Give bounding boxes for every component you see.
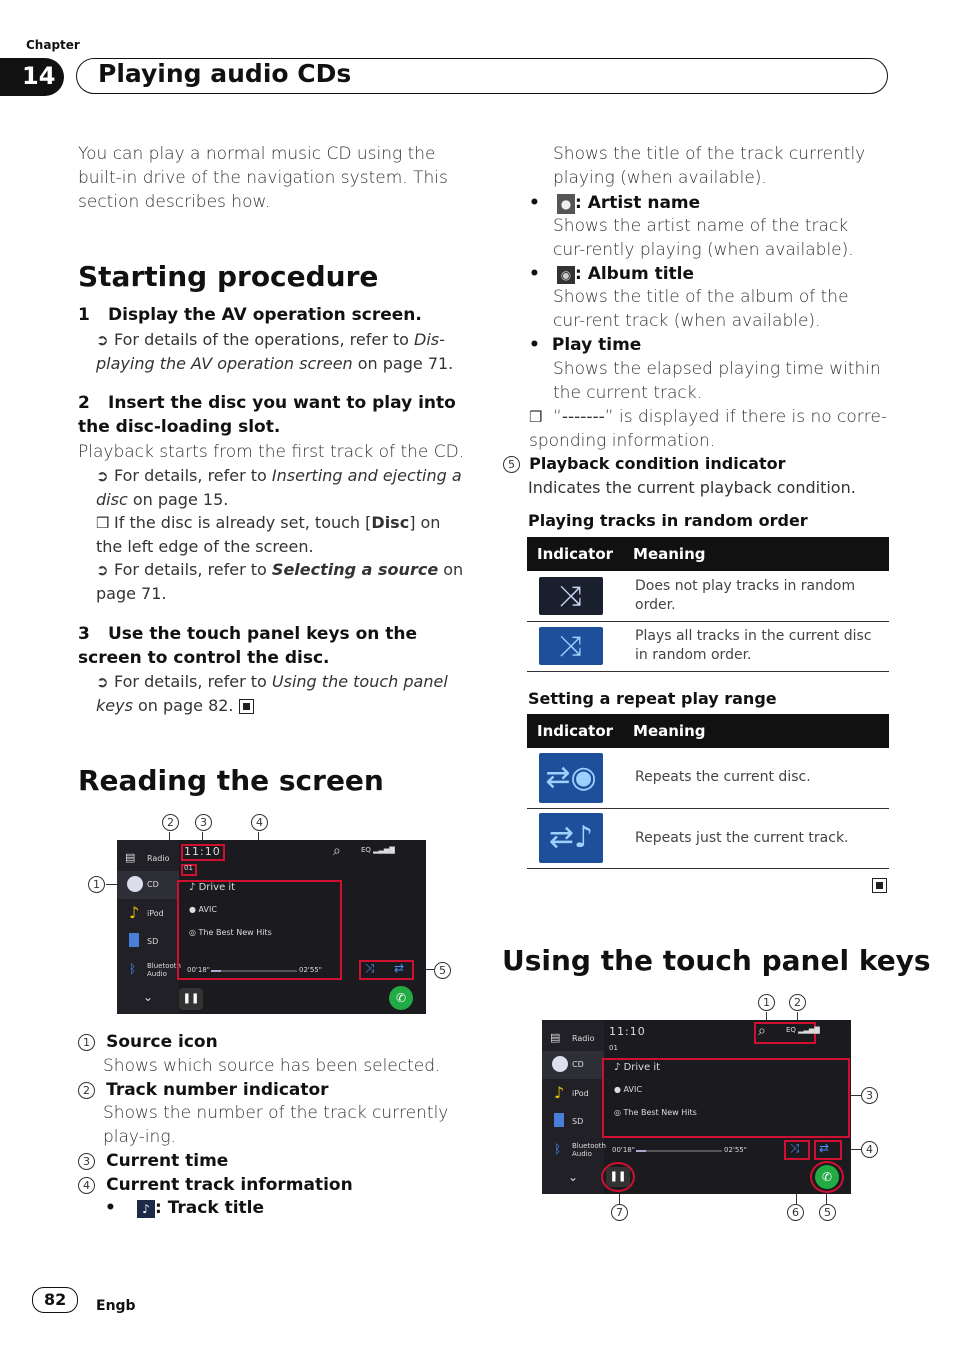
- step2-note2-post: ] on the left edge of the screen.: [96, 513, 441, 556]
- dash-note: ❒ “-------” is displayed if there is no corre-sponding information.: [529, 407, 887, 451]
- page-number: 82: [44, 1290, 67, 1309]
- current-time: 11:10: [184, 845, 221, 858]
- step2-title: [78, 391, 468, 439]
- arrow-icon: ➲: [96, 467, 109, 485]
- current-time: 11:10: [609, 1025, 646, 1038]
- intro-text: You can play a normal music CD using the built-in drive of the navigation system. This section describes how.: [78, 144, 448, 212]
- source-ipod[interactable]: ♪ iPod: [554, 1083, 589, 1102]
- track-title-desc: Shows the title of the track currently playing (when available).: [553, 144, 866, 188]
- sd-card-icon: [554, 1113, 564, 1127]
- step2-link1[interactable]: Inserting and ejecting a disc: [96, 466, 462, 509]
- album-desc: Shows the title of the album of the cur-rent track (when available).: [553, 287, 849, 331]
- step1-link[interactable]: Dis-playing the AV operation screen: [96, 330, 445, 373]
- reading-item-5-desc: Indicates the current playback condition.: [528, 478, 856, 497]
- callout-b4: 4: [861, 1141, 878, 1158]
- repeat-disc-icon: ⇄◉: [539, 753, 603, 803]
- total-time: 02'55": [299, 966, 322, 974]
- step3-note: [96, 670, 466, 718]
- shuffle-off-icon: ⤨: [539, 577, 603, 615]
- track-title: ♪ Drive it: [189, 882, 236, 893]
- random-heading: Playing tracks in random order: [528, 511, 808, 530]
- step1-note: [96, 328, 466, 376]
- track-number: 01: [184, 864, 193, 872]
- step3-note-post: on page 82.: [132, 696, 234, 715]
- end-mark-icon: [239, 699, 254, 714]
- source-sd[interactable]: SD: [117, 929, 179, 955]
- callout-b5: 5: [819, 1204, 836, 1221]
- track-title: ♪ Drive it: [614, 1062, 661, 1073]
- callout-b1: 1: [758, 994, 775, 1011]
- music-note-icon: ♪: [137, 1200, 155, 1218]
- chapter-label: Chapter: [26, 38, 80, 52]
- step2-note1: [96, 464, 466, 512]
- callout-4: 4: [251, 814, 268, 831]
- cd-icon: [552, 1056, 568, 1072]
- callout-1: 1: [88, 876, 105, 893]
- repeat-row2-meaning: Repeats just the current track.: [623, 808, 889, 868]
- source-radio[interactable]: ▤ Radio: [550, 1031, 595, 1044]
- reading-item-2-desc: Shows the number of the track currently play-ing.: [103, 1103, 449, 1147]
- language-code: Engb: [96, 1298, 136, 1314]
- repeat-heading: Setting a repeat play range: [528, 689, 777, 708]
- search-icon[interactable]: ⌕: [758, 1023, 766, 1039]
- reading-item-4: 4 Current track information: [78, 1173, 468, 1197]
- repeat-table: [527, 714, 889, 869]
- repeat-track-icon: ⇄♪: [539, 813, 603, 863]
- disc-key-label: Disc: [371, 513, 410, 532]
- step2-number: 2: [78, 393, 90, 413]
- chapter-number: 14: [22, 62, 56, 90]
- reading-item-2: 2 Track number indicator: [78, 1078, 468, 1102]
- step1-note-post: on page 71.: [352, 354, 454, 373]
- random-col-meaning: Meaning: [623, 537, 889, 571]
- phone-button[interactable]: ✆: [389, 986, 413, 1010]
- checkbox-icon: ❒: [529, 408, 543, 426]
- callout-b7: 7: [611, 1204, 628, 1221]
- total-time: 02'55": [724, 1146, 747, 1154]
- source-bluetooth[interactable]: ᛒ Bluetooth Audio: [129, 962, 181, 978]
- album-title: ◎ The Best New Hits: [614, 1108, 697, 1117]
- pause-button[interactable]: ❚❚: [179, 988, 203, 1010]
- cd-icon: [127, 876, 143, 892]
- arrow-icon: ➲: [96, 673, 109, 691]
- eq-icon[interactable]: EQ ▂▃▅▇: [786, 1026, 820, 1034]
- repeat-row1-meaning: Repeats the current disc.: [623, 748, 889, 808]
- album-item: • ◉ : Album title: [529, 264, 695, 284]
- arrow-icon: ➲: [96, 331, 109, 349]
- source-sd[interactable]: SD: [542, 1109, 604, 1135]
- shuffle-on-icon: ⤨: [539, 627, 603, 665]
- source-cd[interactable]: CD: [542, 1051, 604, 1079]
- phone-button[interactable]: ✆: [815, 1165, 839, 1189]
- artist-item: • ● : Artist name: [529, 193, 701, 213]
- pause-button[interactable]: ❚❚: [606, 1167, 630, 1187]
- step3-text: Use the touch panel keys on the screen to control the disc.: [78, 624, 418, 668]
- touch-panel-screen-example: [542, 1020, 851, 1194]
- step2-note1-pre: For details, refer to: [114, 466, 272, 485]
- callout-b6: 6: [787, 1204, 804, 1221]
- step3-title: [78, 622, 468, 670]
- step2-text: Insert the disc you want to play into the disc-loading slot.: [78, 393, 456, 437]
- step2-link3[interactable]: Selecting a source: [271, 560, 439, 579]
- repeat-col-meaning: Meaning: [623, 714, 889, 748]
- random-col-indicator: Indicator: [527, 537, 623, 571]
- repeat-icon[interactable]: ⇄: [394, 961, 405, 975]
- step2-text-body: Playback starts from the first track of the CD.: [78, 442, 465, 462]
- music-note-icon: ♪: [554, 1083, 565, 1102]
- playtime-item: • Play time: [529, 335, 642, 355]
- callout-b2: 2: [789, 994, 806, 1011]
- disc-icon: ◉: [557, 266, 575, 284]
- step2-note3: [96, 558, 466, 606]
- artist-desc: Shows the artist name of the track cur-rently playing (when available).: [553, 216, 854, 260]
- callout-b3: 3: [861, 1087, 878, 1104]
- playtime-desc: Shows the elapsed playing time within the current track.: [553, 359, 881, 403]
- checkbox-icon: ❒: [96, 514, 110, 532]
- callout-5: 5: [434, 962, 451, 979]
- album-title: ◎ The Best New Hits: [189, 928, 272, 937]
- step1-title: [78, 303, 468, 327]
- shuffle-icon[interactable]: ⤨: [365, 961, 375, 975]
- step1-number: 1: [78, 305, 90, 325]
- elapsed-time: 00'18": [612, 1146, 635, 1154]
- step3-number: 3: [78, 624, 90, 644]
- track-number: 01: [609, 1044, 618, 1052]
- step3-note-pre: For details, refer to: [114, 672, 272, 691]
- step1-note-pre: For details of the operations, refer to: [114, 330, 415, 349]
- source-ipod[interactable]: ♪ iPod: [129, 903, 164, 922]
- step2-note2-pre: If the disc is already set, touch [: [114, 513, 372, 532]
- bluetooth-icon: ᛒ: [554, 1142, 562, 1156]
- starting-procedure-heading: Starting procedure: [78, 260, 379, 293]
- step3-link[interactable]: Using the touch panel keys: [96, 672, 448, 715]
- artist-name: ● AVIC: [614, 1085, 642, 1094]
- touch-panel-heading: Using the touch panel keys: [502, 944, 931, 977]
- reading-screen-heading: Reading the screen: [78, 764, 384, 797]
- eq-icon[interactable]: EQ ▂▃▅▇: [361, 846, 395, 854]
- av-screen-example: [117, 840, 426, 1014]
- step2-note1-post: on page 15.: [127, 490, 229, 509]
- search-icon[interactable]: ⌕: [333, 843, 341, 859]
- random-row2-meaning: Plays all tracks in the current disc in random order.: [623, 621, 889, 671]
- repeat-col-indicator: Indicator: [527, 714, 623, 748]
- elapsed-time: 00'18": [187, 966, 210, 974]
- reading-item-5: 5 Playback condition indicator: [503, 452, 893, 476]
- reading-item-1: 1 Source icon: [78, 1030, 468, 1054]
- reading-item-1-desc: Shows which source has been selected.: [103, 1056, 441, 1076]
- callout-3: 3: [195, 814, 212, 831]
- reading-item-3: 3 Current time: [78, 1149, 468, 1173]
- track-title-item: • ♪ : Track title: [105, 1198, 265, 1218]
- callout-2: 2: [162, 814, 179, 831]
- arrow-icon: ➲: [96, 561, 109, 579]
- step2-note3-pre: For details, refer to: [114, 560, 272, 579]
- source-cd[interactable]: CD: [117, 871, 179, 899]
- source-radio[interactable]: ▤ Radio: [125, 851, 170, 864]
- music-note-icon: ♪: [129, 903, 140, 922]
- sd-card-icon: [129, 933, 139, 947]
- artist-name: ● AVIC: [189, 905, 217, 914]
- source-bluetooth[interactable]: ᛒ Bluetooth Audio: [554, 1142, 606, 1158]
- step2-note2: [96, 511, 466, 559]
- repeat-icon[interactable]: ⇄: [819, 1141, 830, 1155]
- chevron-down-icon[interactable]: ⌄: [142, 990, 154, 1004]
- person-icon: ●: [557, 194, 575, 214]
- end-mark-icon: [872, 878, 887, 893]
- step2-note3-post: on page 71.: [96, 560, 464, 603]
- step1-text: Display the AV operation screen.: [108, 305, 422, 325]
- chapter-title: Playing audio CDs: [98, 59, 352, 88]
- bluetooth-icon: ᛒ: [129, 962, 137, 976]
- random-row1-meaning: Does not play tracks in random order.: [623, 571, 889, 621]
- shuffle-icon[interactable]: ⤨: [790, 1141, 800, 1155]
- chevron-down-icon[interactable]: ⌄: [567, 1170, 579, 1184]
- random-table: [527, 537, 889, 672]
